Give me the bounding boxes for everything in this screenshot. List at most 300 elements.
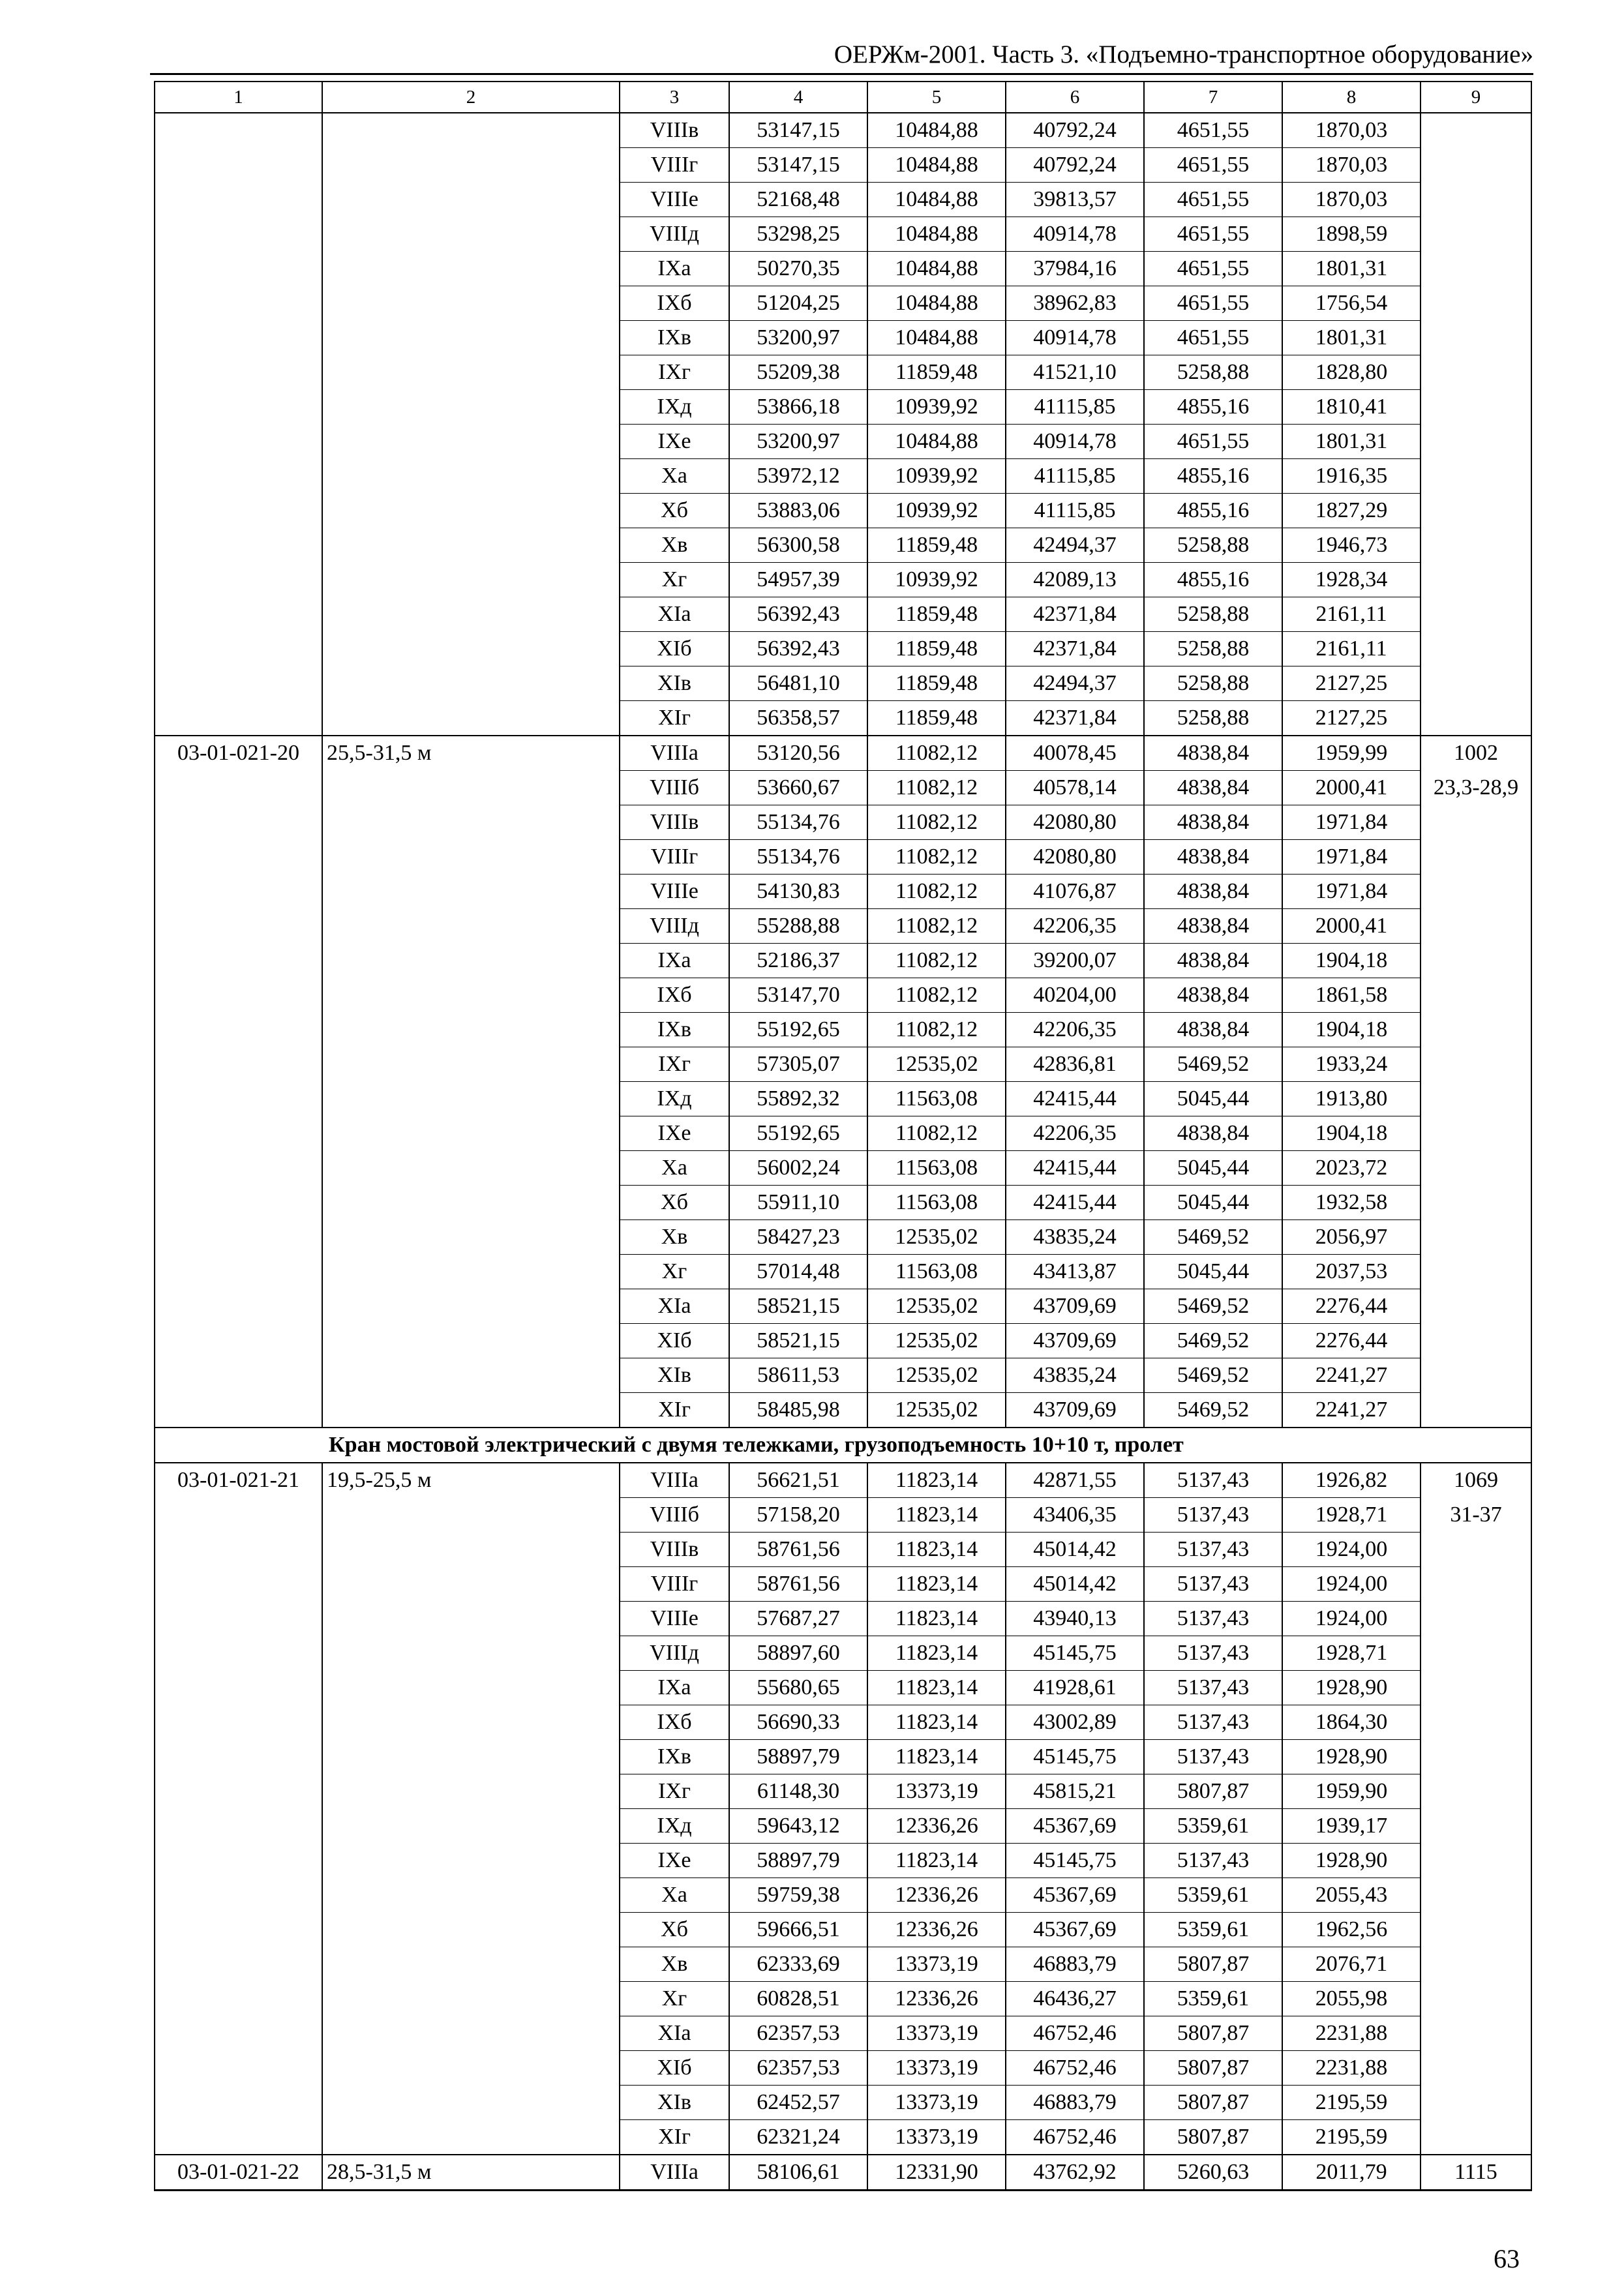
resource-cell	[1421, 1186, 1531, 1220]
category-cell: Xг	[620, 1982, 729, 2016]
category-cell: XIв	[620, 1358, 729, 1393]
resource-cell	[1421, 1602, 1531, 1636]
value-cell: 42371,84	[1006, 632, 1144, 666]
value-cell: 53147,15	[729, 148, 867, 183]
span-cell	[322, 1324, 620, 1358]
value-cell: 5258,88	[1144, 632, 1282, 666]
value-cell: 10484,88	[867, 321, 1006, 355]
resource-cell	[1421, 494, 1531, 528]
value-cell: 11563,08	[867, 1151, 1006, 1186]
value-cell: 13373,19	[867, 1774, 1006, 1809]
value-cell: 11082,12	[867, 1116, 1006, 1151]
span-cell	[322, 840, 620, 875]
value-cell: 43406,35	[1006, 1498, 1144, 1533]
value-cell: 12535,02	[867, 1289, 1006, 1324]
category-cell: IXг	[620, 355, 729, 390]
table-row	[155, 666, 1531, 701]
value-cell: 11859,48	[867, 355, 1006, 390]
code-cell	[155, 1324, 322, 1358]
category-cell: XIб	[620, 632, 729, 666]
value-cell: 2241,27	[1282, 1358, 1421, 1393]
table-row	[155, 2051, 1531, 2086]
code-cell	[155, 909, 322, 944]
value-cell: 4838,84	[1144, 909, 1282, 944]
span-cell	[322, 1636, 620, 1671]
category-cell: Xб	[620, 494, 729, 528]
value-cell: 40792,24	[1006, 113, 1144, 148]
value-cell: 5137,43	[1144, 1463, 1282, 1498]
value-cell: 1924,00	[1282, 1533, 1421, 1567]
value-cell: 42415,44	[1006, 1082, 1144, 1116]
value-cell: 10939,92	[867, 494, 1006, 528]
value-cell: 56300,58	[729, 528, 867, 563]
code-cell	[155, 217, 322, 252]
table-row	[155, 771, 1531, 805]
category-cell: IXг	[620, 1047, 729, 1082]
table-row	[155, 1116, 1531, 1151]
span-cell	[322, 1082, 620, 1116]
value-cell: 10484,88	[867, 183, 1006, 217]
value-cell: 13373,19	[867, 2051, 1006, 2086]
value-cell: 5258,88	[1144, 597, 1282, 632]
value-cell: 53120,56	[729, 736, 867, 771]
code-cell	[155, 286, 322, 321]
value-cell: 55892,32	[729, 1082, 867, 1116]
table-row	[155, 148, 1531, 183]
value-cell: 1924,00	[1282, 1602, 1421, 1636]
value-cell: 5807,87	[1144, 1774, 1282, 1809]
value-cell: 43835,24	[1006, 1358, 1144, 1393]
value-cell: 5807,87	[1144, 2051, 1282, 2086]
span-cell	[322, 805, 620, 840]
code-cell	[155, 113, 322, 148]
category-cell: VIIIд	[620, 1636, 729, 1671]
value-cell: 1756,54	[1282, 286, 1421, 321]
code-cell	[155, 1533, 322, 1567]
code-cell	[155, 1013, 322, 1047]
value-cell: 39813,57	[1006, 183, 1144, 217]
value-cell: 11082,12	[867, 978, 1006, 1013]
value-cell: 11082,12	[867, 909, 1006, 944]
category-cell: VIIIд	[620, 909, 729, 944]
value-cell: 41115,85	[1006, 494, 1144, 528]
value-cell: 39200,07	[1006, 944, 1144, 978]
value-cell: 58761,56	[729, 1567, 867, 1602]
value-cell: 1933,24	[1282, 1047, 1421, 1082]
value-cell: 53200,97	[729, 425, 867, 459]
value-cell: 57687,27	[729, 1602, 867, 1636]
value-cell: 5258,88	[1144, 528, 1282, 563]
resource-cell	[1421, 1255, 1531, 1289]
value-cell: 1898,59	[1282, 217, 1421, 252]
span-cell	[322, 183, 620, 217]
resource-cell	[1421, 1671, 1531, 1705]
column-number: 4	[729, 82, 867, 113]
value-cell: 5258,88	[1144, 701, 1282, 736]
category-cell: VIIIа	[620, 736, 729, 771]
category-cell: IXв	[620, 321, 729, 355]
value-cell: 50270,35	[729, 252, 867, 286]
category-cell: VIIIг	[620, 1567, 729, 1602]
value-cell: 42415,44	[1006, 1186, 1144, 1220]
span-cell	[322, 1947, 620, 1982]
resource-cell: 23,3-28,9	[1421, 771, 1531, 805]
resource-cell	[1421, 1740, 1531, 1774]
resource-cell	[1421, 666, 1531, 701]
span-cell	[322, 875, 620, 909]
value-cell: 12331,90	[867, 2155, 1006, 2191]
value-cell: 11563,08	[867, 1186, 1006, 1220]
table-row	[155, 286, 1531, 321]
value-cell: 12535,02	[867, 1324, 1006, 1358]
value-cell: 53883,06	[729, 494, 867, 528]
value-cell: 61148,30	[729, 1774, 867, 1809]
table-row	[155, 113, 1531, 148]
value-cell: 2276,44	[1282, 1289, 1421, 1324]
value-cell: 11823,14	[867, 1463, 1006, 1498]
value-cell: 58485,98	[729, 1393, 867, 1428]
code-cell	[155, 390, 322, 425]
value-cell: 56621,51	[729, 1463, 867, 1498]
value-cell: 1928,90	[1282, 1671, 1421, 1705]
table-row	[155, 1358, 1531, 1393]
code-cell	[155, 2120, 322, 2155]
category-cell: IXе	[620, 1844, 729, 1878]
value-cell: 1864,30	[1282, 1705, 1421, 1740]
value-cell: 56358,57	[729, 701, 867, 736]
category-cell: VIIIд	[620, 217, 729, 252]
resource-cell	[1421, 563, 1531, 597]
value-cell: 43709,69	[1006, 1393, 1144, 1428]
value-cell: 11563,08	[867, 1082, 1006, 1116]
resource-cell	[1421, 1289, 1531, 1324]
column-number: 2	[322, 82, 620, 113]
resource-cell	[1421, 1393, 1531, 1428]
section-heading: Кран мостовой электрический с двумя тележками, грузоподъемность 10+10 т, пролет	[155, 1428, 1531, 1463]
value-cell: 62333,69	[729, 1947, 867, 1982]
value-cell: 41115,85	[1006, 459, 1144, 494]
value-cell: 11823,14	[867, 1602, 1006, 1636]
resource-cell	[1421, 286, 1531, 321]
value-cell: 12535,02	[867, 1220, 1006, 1255]
resource-cell	[1421, 2051, 1531, 2086]
value-cell: 2195,59	[1282, 2120, 1421, 2155]
category-cell: Xа	[620, 1151, 729, 1186]
resource-cell	[1421, 632, 1531, 666]
resource-cell	[1421, 978, 1531, 1013]
value-cell: 12336,26	[867, 1913, 1006, 1947]
value-cell: 53866,18	[729, 390, 867, 425]
code-cell: 03-01-021-21	[155, 1463, 322, 1498]
code-cell	[155, 1567, 322, 1602]
resource-cell	[1421, 1047, 1531, 1082]
resource-cell	[1421, 355, 1531, 390]
span-cell	[322, 1151, 620, 1186]
table-row	[155, 1602, 1531, 1636]
value-cell: 11823,14	[867, 1844, 1006, 1878]
span-cell	[322, 494, 620, 528]
value-cell: 58897,79	[729, 1844, 867, 1878]
table-row	[155, 1636, 1531, 1671]
value-cell: 42080,80	[1006, 840, 1144, 875]
category-cell: IXе	[620, 1116, 729, 1151]
table-row	[155, 1844, 1531, 1878]
value-cell: 5469,52	[1144, 1047, 1282, 1082]
value-cell: 59759,38	[729, 1878, 867, 1913]
value-cell: 5807,87	[1144, 2016, 1282, 2051]
table-row	[155, 1289, 1531, 1324]
value-cell: 13373,19	[867, 2016, 1006, 2051]
value-cell: 43413,87	[1006, 1255, 1144, 1289]
value-cell: 58521,15	[729, 1289, 867, 1324]
table-row	[155, 944, 1531, 978]
value-cell: 5359,61	[1144, 1809, 1282, 1844]
category-cell: IXа	[620, 1671, 729, 1705]
table-row	[155, 1774, 1531, 1809]
value-cell: 5045,44	[1144, 1151, 1282, 1186]
category-cell: Xб	[620, 1186, 729, 1220]
value-cell: 10484,88	[867, 425, 1006, 459]
value-cell: 41521,10	[1006, 355, 1144, 390]
table-row	[155, 390, 1531, 425]
code-cell	[155, 805, 322, 840]
resource-cell: 1002	[1421, 736, 1531, 771]
value-cell: 4855,16	[1144, 459, 1282, 494]
code-cell	[155, 1947, 322, 1982]
value-cell: 1924,00	[1282, 1567, 1421, 1602]
value-cell: 40914,78	[1006, 217, 1144, 252]
code-cell	[155, 597, 322, 632]
category-cell: VIIIг	[620, 840, 729, 875]
code-cell	[155, 355, 322, 390]
value-cell: 11823,14	[867, 1533, 1006, 1567]
code-cell	[155, 2051, 322, 2086]
value-cell: 41076,87	[1006, 875, 1144, 909]
category-cell: IXв	[620, 1013, 729, 1047]
value-cell: 57014,48	[729, 1255, 867, 1289]
span-cell	[322, 1047, 620, 1082]
value-cell: 56002,24	[729, 1151, 867, 1186]
span-cell	[322, 528, 620, 563]
value-cell: 5137,43	[1144, 1705, 1282, 1740]
span-cell	[322, 1533, 620, 1567]
resource-cell	[1421, 217, 1531, 252]
table-row	[155, 875, 1531, 909]
code-cell	[155, 425, 322, 459]
resource-cell	[1421, 1013, 1531, 1047]
value-cell: 53147,15	[729, 113, 867, 148]
value-cell: 5469,52	[1144, 1324, 1282, 1358]
value-cell: 1962,56	[1282, 1913, 1421, 1947]
code-cell	[155, 321, 322, 355]
value-cell: 55288,88	[729, 909, 867, 944]
category-cell: VIIIе	[620, 1602, 729, 1636]
value-cell: 2241,27	[1282, 1393, 1421, 1428]
resource-cell	[1421, 252, 1531, 286]
value-cell: 5137,43	[1144, 1533, 1282, 1567]
value-cell: 4838,84	[1144, 1013, 1282, 1047]
column-number: 9	[1421, 82, 1531, 113]
value-cell: 40204,00	[1006, 978, 1144, 1013]
code-cell	[155, 1151, 322, 1186]
value-cell: 55192,65	[729, 1116, 867, 1151]
value-cell: 11563,08	[867, 1255, 1006, 1289]
span-cell	[322, 2086, 620, 2120]
value-cell: 1946,73	[1282, 528, 1421, 563]
category-cell: IXа	[620, 252, 729, 286]
value-cell: 53972,12	[729, 459, 867, 494]
category-cell: XIг	[620, 1393, 729, 1428]
value-cell: 1959,99	[1282, 736, 1421, 771]
span-cell	[322, 1705, 620, 1740]
value-cell: 1904,18	[1282, 1013, 1421, 1047]
value-cell: 4651,55	[1144, 113, 1282, 148]
resource-cell	[1421, 1947, 1531, 1982]
code-cell	[155, 148, 322, 183]
value-cell: 4651,55	[1144, 183, 1282, 217]
price-table	[154, 81, 1532, 2191]
value-cell: 51204,25	[729, 286, 867, 321]
resource-cell	[1421, 1774, 1531, 1809]
value-cell: 42494,37	[1006, 528, 1144, 563]
table-row	[155, 217, 1531, 252]
span-cell	[322, 355, 620, 390]
value-cell: 1928,71	[1282, 1636, 1421, 1671]
value-cell: 45367,69	[1006, 1913, 1144, 1947]
code-cell	[155, 1047, 322, 1082]
code-cell	[155, 1358, 322, 1393]
resource-cell	[1421, 1324, 1531, 1358]
value-cell: 12535,02	[867, 1047, 1006, 1082]
value-cell: 58521,15	[729, 1324, 867, 1358]
code-cell	[155, 1116, 322, 1151]
resource-cell	[1421, 148, 1531, 183]
category-cell: VIIIг	[620, 148, 729, 183]
value-cell: 2000,41	[1282, 771, 1421, 805]
category-cell: IXе	[620, 425, 729, 459]
value-cell: 1861,58	[1282, 978, 1421, 1013]
resource-cell	[1421, 528, 1531, 563]
value-cell: 1926,82	[1282, 1463, 1421, 1498]
value-cell: 5137,43	[1144, 1740, 1282, 1774]
value-cell: 58761,56	[729, 1533, 867, 1567]
span-cell	[322, 1982, 620, 2016]
value-cell: 11859,48	[867, 666, 1006, 701]
table-row	[155, 252, 1531, 286]
value-cell: 4838,84	[1144, 736, 1282, 771]
value-cell: 41928,61	[1006, 1671, 1144, 1705]
code-cell	[155, 1186, 322, 1220]
value-cell: 5137,43	[1144, 1498, 1282, 1533]
span-cell	[322, 1602, 620, 1636]
table-row	[155, 1982, 1531, 2016]
category-cell: Xа	[620, 1878, 729, 1913]
value-cell: 11823,14	[867, 1740, 1006, 1774]
value-cell: 1916,35	[1282, 459, 1421, 494]
category-cell: IXг	[620, 1774, 729, 1809]
value-cell: 40914,78	[1006, 425, 1144, 459]
code-cell	[155, 978, 322, 1013]
table-row	[155, 563, 1531, 597]
value-cell: 1827,29	[1282, 494, 1421, 528]
resource-cell	[1421, 1358, 1531, 1393]
value-cell: 53298,25	[729, 217, 867, 252]
value-cell: 5359,61	[1144, 1913, 1282, 1947]
code-cell	[155, 563, 322, 597]
resource-cell	[1421, 1082, 1531, 1116]
table-row	[155, 1671, 1531, 1705]
value-cell: 5045,44	[1144, 1186, 1282, 1220]
code-cell	[155, 1913, 322, 1947]
span-cell	[322, 597, 620, 632]
value-cell: 10484,88	[867, 217, 1006, 252]
value-cell: 5359,61	[1144, 1982, 1282, 2016]
code-cell	[155, 1289, 322, 1324]
value-cell: 52168,48	[729, 183, 867, 217]
value-cell: 43709,69	[1006, 1324, 1144, 1358]
table-row	[155, 1186, 1531, 1220]
value-cell: 55192,65	[729, 1013, 867, 1047]
value-cell: 46752,46	[1006, 2016, 1144, 2051]
span-cell	[322, 1289, 620, 1324]
resource-cell	[1421, 2016, 1531, 2051]
span-cell	[322, 2016, 620, 2051]
value-cell: 5807,87	[1144, 1947, 1282, 1982]
category-cell: VIIIа	[620, 2155, 729, 2191]
code-cell	[155, 1602, 322, 1636]
table-row	[155, 183, 1531, 217]
value-cell: 42871,55	[1006, 1463, 1144, 1498]
span-cell	[322, 113, 620, 148]
value-cell: 2276,44	[1282, 1324, 1421, 1358]
table-row	[155, 1082, 1531, 1116]
category-cell: Xа	[620, 459, 729, 494]
category-cell: Xв	[620, 528, 729, 563]
table-row	[155, 1809, 1531, 1844]
value-cell: 2127,25	[1282, 701, 1421, 736]
value-cell: 5359,61	[1144, 1878, 1282, 1913]
span-cell	[322, 217, 620, 252]
table-row	[155, 459, 1531, 494]
resource-cell	[1421, 425, 1531, 459]
resource-cell	[1421, 1809, 1531, 1844]
span-cell	[322, 1116, 620, 1151]
value-cell: 4838,84	[1144, 875, 1282, 909]
table-row	[155, 1878, 1531, 1913]
value-cell: 11823,14	[867, 1567, 1006, 1602]
span-cell	[322, 563, 620, 597]
value-cell: 12535,02	[867, 1358, 1006, 1393]
value-cell: 58106,61	[729, 2155, 867, 2191]
value-cell: 53660,67	[729, 771, 867, 805]
code-cell	[155, 771, 322, 805]
value-cell: 41115,85	[1006, 390, 1144, 425]
span-cell	[322, 1740, 620, 1774]
value-cell: 42371,84	[1006, 597, 1144, 632]
code-cell	[155, 1809, 322, 1844]
value-cell: 11859,48	[867, 528, 1006, 563]
value-cell: 56392,43	[729, 597, 867, 632]
span-cell	[322, 2120, 620, 2155]
value-cell: 45367,69	[1006, 1878, 1144, 1913]
value-cell: 11082,12	[867, 771, 1006, 805]
value-cell: 1810,41	[1282, 390, 1421, 425]
value-cell: 11082,12	[867, 736, 1006, 771]
resource-cell	[1421, 597, 1531, 632]
value-cell: 4838,84	[1144, 978, 1282, 1013]
table-row	[155, 1533, 1531, 1567]
value-cell: 59643,12	[729, 1809, 867, 1844]
